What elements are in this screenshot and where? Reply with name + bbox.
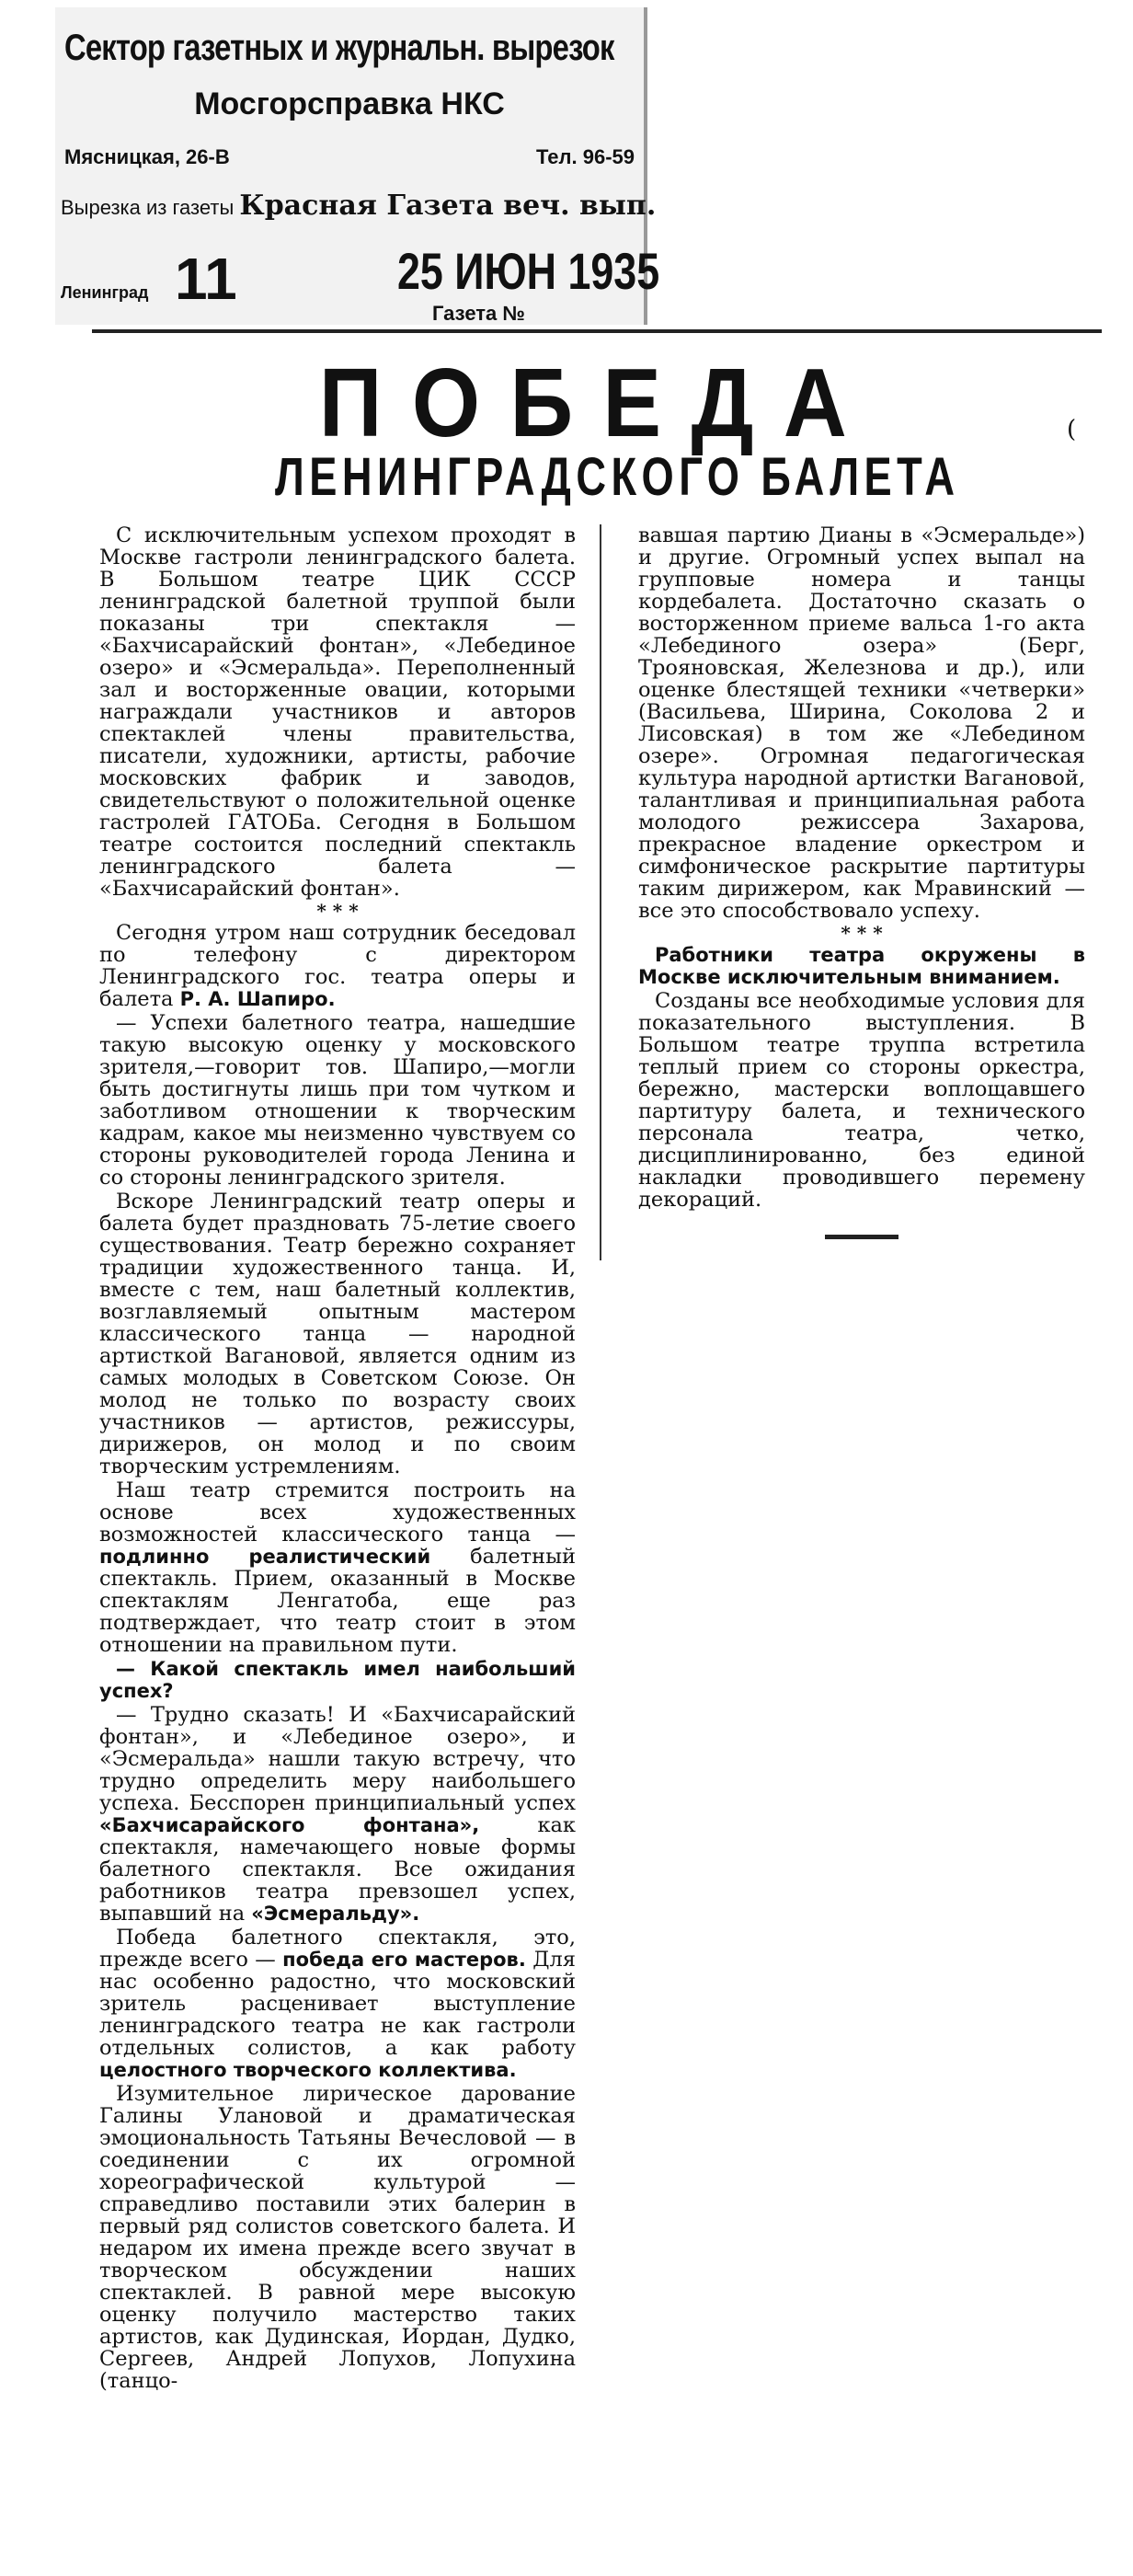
- paragraph: вавшая партию Дианы в «Эсмеральде») и другие. Огромный успех выпал на групповые номера и танцы кордебалета. Достаточно сказать о восторженном приеме вальса 1-го акта «Лебединого озера» (Берг, Трояновская, Железнова и др.), или оценке блестящей техники «четверки» (Васильева, Ширина, Соколова 2 и Лисовская) в том же «Лебедином озере». Огромная педагогическая культура народной артистки Вагановой, талантливая и принципиальная работа молодого режиссера Захарова, прекрасное владение оркестром и симфоническое раскрытие партитуры таким дирижером, как Мравинский — все это способствовало успеху.: [638, 523, 1085, 923]
- emphasis: победа его мастеров.: [282, 1949, 526, 1971]
- emphasis: «Эсмеральду».: [251, 1903, 420, 1925]
- paragraph-text: балетный спектакль. Прием, оказанный в Москве спектаклям Ленгатоба, еще раз подтверждает, что театр стоит в этом отношении на правильном пути.: [99, 1545, 576, 1657]
- article-column-1: [99, 524, 576, 2394]
- paragraph: [99, 1926, 576, 2081]
- section-lead: Работники театра окружены в Москве исключительным вниманием.: [638, 944, 1085, 988]
- stamp-phone: Тел. 96-59: [535, 145, 635, 168]
- stamp-cut-prefix: Вырезка из газеты: [61, 196, 235, 219]
- interview-question: — Какой спектакль имел наибольший успех?: [99, 1658, 576, 1702]
- paragraph: Созданы все необходимые условия для показательного выступления. В Большом театре труппа встретила теплый прием со стороны оркестра, бережно, мастерски воплощавшего партитуру балета, и технического персонала театра, четко, дисциплинированно, без единой накладки проводившего перемену декораций.: [638, 989, 1085, 1212]
- paragraph-text: Для нас особенно радостно, что московский зритель расценивает выступление ленинградского театра не как гастроли отдельных солистов, а как работу: [99, 1948, 576, 2060]
- stamp-date: 25 ИЮН 1935: [397, 242, 660, 300]
- paragraph: [99, 1704, 576, 1925]
- header-rule: [92, 329, 1102, 333]
- article-subheadline: ЛЕНИНГРАДСКОГО БАЛЕТА: [275, 447, 960, 507]
- director-name: Р. А. Шапиро.: [179, 988, 336, 1010]
- paragraph: [99, 922, 576, 1010]
- stamp-organization: Мосгорсправка НКС: [194, 86, 505, 121]
- clipping-service-stamp: [55, 7, 660, 325]
- paragraph: — Успехи балетного театра, нашедшие такую высокую оценку у московского зрителя,—говорит тов. Шапиро,—могли быть достигнуты лишь при том чутком и заботливом отношении к творческим кадрам, какое мы неизменно чувствуем со стороны руководителей города Ленина и со стороны ленинградского зрителя.: [99, 1011, 576, 1190]
- article-headline: ПОБЕДА: [318, 349, 877, 457]
- paragraph-text: как спектакля, намечающего новые формы балетного спектакля. Все ожидания работников театра превзошел успех, выпавший на: [99, 1813, 576, 1926]
- emphasis: подлинно реалистический: [99, 1546, 431, 1568]
- stamp-contact-row: [64, 145, 635, 169]
- paragraph: [99, 1479, 576, 1656]
- stamp-paper-name: Красная Газета веч. вып.: [239, 190, 657, 222]
- section-stars: * * *: [316, 900, 359, 922]
- paragraph: Вскоре Ленинградский театр оперы и балета будет праздновать 75-летие своего существования. Театр бережно сохраняет традиции художественного танца. И, вместе с тем, наш балетный коллектив, возглавляемый опытным мастером классического танца — народной артисткой Вагановой, является одним из самых молодых в Советском Союзе. Он молод не только по возрасту своих участников — артистов, режиссуры, дирижеров, он молод и по своим творческим устремлениям.: [99, 1190, 576, 1478]
- emphasis: «Бахчисарайского фонтана»,: [99, 1814, 480, 1836]
- paragraph: С исключительным успехом проходят в Москве гастроли ленинградского балета. В Большом театре ЦИК СССР ленинградской балетной труппой были показаны три спектакля — «Бахчисарайский фонтан», «Лебединое озеро» и «Эсмеральда». Переполненный зал и восторженные овации, которыми награждали участников и авторов спектаклей члены правительства, писатели, художники, артисты, рабочие московских фабрик и заводов, свидетельствуют о положительной оценке гастролей ГАТОБа. Сегодня в Большом театре состоится последний спектакль ленинградского балета — «Бахчисарайский фонтан».: [99, 523, 576, 901]
- stamp-title: Сектор газетных и журнальн. вырезок: [64, 28, 614, 68]
- article-column-2: [638, 524, 1085, 1239]
- stamp-city: Ленинград: [61, 283, 149, 302]
- end-rule: [825, 1235, 898, 1239]
- paragraph-text: — Трудно сказать! И «Бахчисарайский фонтан», и «Лебединое озеро», и «Эсмеральда» нашли такую встречу, что трудно определить меру наибольшего успеха. Бесспорен принципиальный успех: [99, 1703, 576, 1815]
- paragraph-text: Победа балетного спектакля, это, прежде всего —: [99, 1926, 576, 1972]
- stamp-address: Мясницкая, 26-В: [64, 145, 230, 168]
- column-divider: [600, 524, 601, 1260]
- emphasis: целостного творческого коллектива.: [99, 2059, 517, 2081]
- stamp-issue-number: 11: [175, 246, 237, 312]
- paragraph: Изумительное лирическое дарование Галины Улановой и драматическая эмоциональность Татьяны Вечесловой — в соединении с их огромной хореографической культурой — справедливо поставили этих балерин в первый ряд солистов советского балета. И недаром их имена прежде всего звучат в творческом обсуждении наших спектаклей. В равной мере высокую оценку получило мастерство таких артистов, как Дудинская, Иордан, Дудко, Сергеев, Андрей Лопухов, Лопухина (танцо-: [99, 2082, 576, 2393]
- section-stars: * * *: [841, 922, 883, 944]
- margin-mark: (: [1067, 416, 1077, 443]
- stamp-gazeta-label: Газета №: [432, 302, 525, 325]
- stamp-cut-line: [61, 190, 657, 222]
- paragraph-text: Сегодня утром наш сотрудник беседовал по телефону с директором Ленинградского гос. театра оперы и балета: [99, 921, 576, 1011]
- paragraph-text: Наш театр стремится построить на основе всех художественных возможностей классического танца —: [99, 1478, 576, 1547]
